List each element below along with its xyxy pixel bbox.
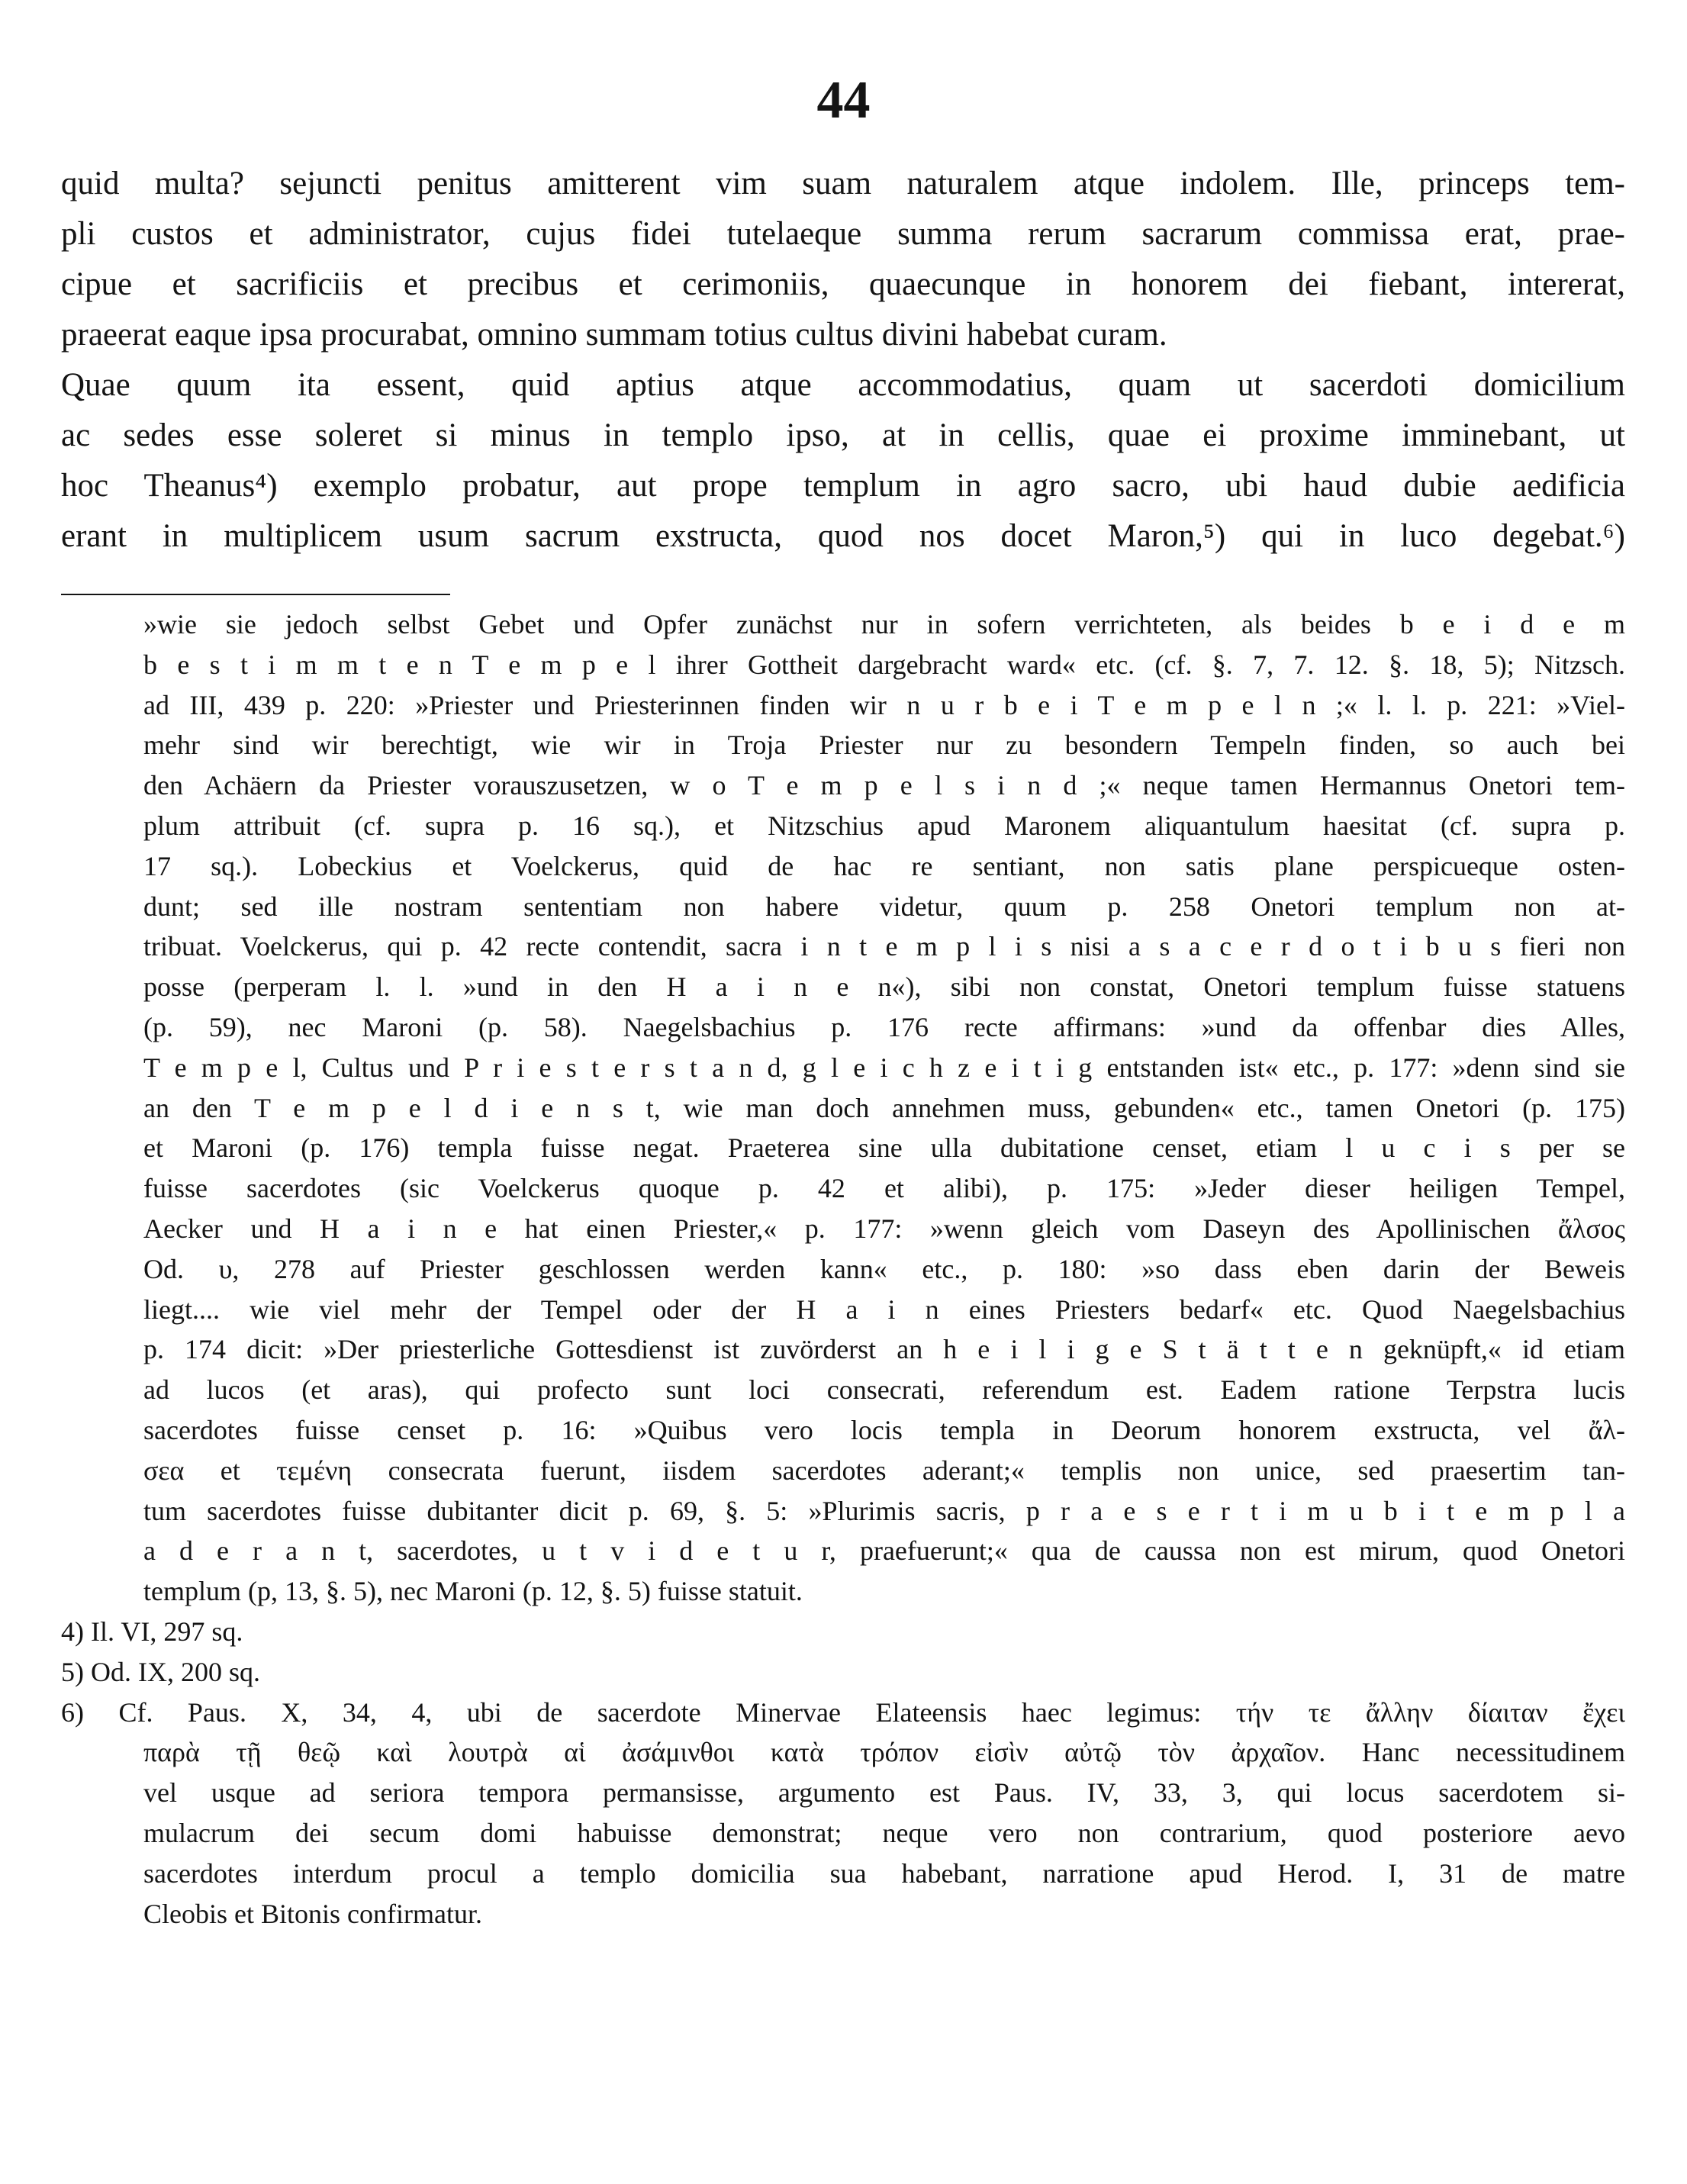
text-line xyxy=(61,310,1625,360)
footnote-line-text: an den T e m p e l d i e n s t, wie man doch annehmen muss, gebunden« etc., tamen Onetori (p. 175) xyxy=(143,1092,1625,1123)
footnote-line xyxy=(61,1290,1625,1330)
footnote-line-text: a d e r a n t, sacerdotes, u t v i d e t u r, praefuerunt;« qua de caussa non est mirum, quod Onetori xyxy=(143,1535,1625,1567)
text-line-text: ac sedes esse soleret si minus in templo ipso, at in cellis, quae ei proxime imminebant, ut xyxy=(61,417,1625,453)
text-line-text: quid multa? sejuncti penitus amitterent vim suam naturalem atque indolem. Ille, princeps tem- xyxy=(61,166,1625,201)
footnote-line xyxy=(61,1531,1625,1571)
footnote-line-text: templum (p, 13, §. 5), nec Maroni (p. 12, §. 5) fuisse statuit. xyxy=(143,1576,803,1607)
footnote-line xyxy=(61,1693,1625,1733)
footnote-line-text: p. 174 dicit: »Der priesterliche Gottesdienst ist zuvörderst an h e i l i g e S t ä t t e n geknüpft,« id etiam xyxy=(143,1334,1625,1365)
footnote-line xyxy=(61,685,1625,726)
footnote-line-text: παρὰ τῇ θεῷ καὶ λουτρὰ αἱ ἀσάμινθοι κατὰ τρόπον εἰσὶν αὐτῷ τὸν ἀρχαῖον. Hanc necessitudinem xyxy=(143,1737,1625,1768)
footnote-line xyxy=(61,1773,1625,1813)
footnote-line-text: mehr sind wir berechtigt, wie wir in Troja Priester nur zu besondern Tempeln finden, so auch bei xyxy=(143,730,1625,761)
footnote-line xyxy=(61,765,1625,806)
footnote-line xyxy=(61,1370,1625,1410)
footnote-line-text: T e m p e l, Cultus und P r i e s t e r s t a n d, g l e i c h z e i t i g entstanden ist« etc., p. 177: »denn sind sie xyxy=(143,1052,1625,1083)
footnote-line xyxy=(61,887,1625,927)
footnote-line-text: tribuat. Voelckerus, qui p. 42 recte contendit, sacra i n t e m p l i s nisi a s a c e r d o t i b u s fieri non xyxy=(143,931,1625,962)
text-line-text: erant in multiplicem usum sacrum exstructa, quod nos docet Maron,⁵) qui in luco degebat.⁶) xyxy=(61,518,1625,554)
footnote-line xyxy=(61,1732,1625,1773)
footnote-number: 4) xyxy=(61,1615,84,1647)
footnote-line xyxy=(61,725,1625,765)
footnote-line xyxy=(61,1813,1625,1854)
text-line-text: hoc Theanus⁴) exemplo probatur, aut prope templum in agro sacro, ubi haud dubie aedificia xyxy=(61,468,1625,504)
text-line xyxy=(61,259,1625,310)
footnote-line-text: posse (perperam l. l. »und in den H a i n e n«), sibi non constat, Onetori templum fuisse statuens xyxy=(143,971,1625,1003)
footnote-number: 5) xyxy=(61,1656,84,1687)
footnote-line xyxy=(61,1894,1625,1934)
footnote-line xyxy=(61,604,1625,645)
footnote-line-text: Od. IX, 200 sq. xyxy=(91,1656,260,1687)
footnote-line-text: ad lucos (et aras), qui profecto sunt loci consecrati, referendum est. Eadem ratione Terpstra lucis xyxy=(143,1374,1625,1406)
page-number: 44 xyxy=(816,71,871,130)
footnote-line xyxy=(61,1451,1625,1491)
text-line-text: praeerat eaque ipsa procurabat, omnino summam totius cultus divini habebat curam. xyxy=(61,317,1167,353)
footnote-line-text: liegt.... wie viel mehr der Tempel oder der H a i n eines Priesters bedarf« etc. Quod Naegelsbachius xyxy=(143,1293,1625,1325)
footnote-rule xyxy=(61,594,450,595)
footnote-line-text: »wie sie jedoch selbst Gebet und Opfer zunächst nur in sofern verrichteten, als beides b e i d e m xyxy=(143,609,1625,639)
footnote-line-text: σεα et τεμένη consecrata fuerunt, iisdem sacerdotes aderant;« templis non unice, sed praesertim tan- xyxy=(143,1454,1625,1486)
footnote-line xyxy=(61,1612,1625,1652)
footnote-line-text: Cleobis et Bitonis confirmatur. xyxy=(143,1898,482,1929)
footnote-line-text: et Maroni (p. 176) templa fuisse negat. Praeterea sine ulla dubitatione censet, etiam l u c i s per se xyxy=(143,1132,1625,1164)
footnote-line xyxy=(61,967,1625,1007)
footnote-line-text: dunt; sed ille nostram sententiam non habere videtur, quum p. 258 Onetori templum non at- xyxy=(143,891,1625,922)
footnote-line xyxy=(61,846,1625,887)
footnote-line-text: b e s t i m m t e n T e m p e l ihrer Gottheit dargebracht ward« etc. (cf. §. 7, 7. 12. §. 18, 5); Nitzsch. xyxy=(143,649,1625,680)
text-line-text: pli custos et administrator, cujus fidei tutelaeque summa rerum sacrarum commissa erat, prae- xyxy=(61,216,1625,252)
text-line xyxy=(61,461,1625,511)
footnote-line xyxy=(61,1088,1625,1129)
footnote-line-text: sacerdotes fuisse censet p. 16: »Quibus vero locis templa in Deorum honorem exstructa, vel ἄλ- xyxy=(143,1414,1625,1445)
footnote-line-text: 17 sq.). Lobeckius et Voelckerus, quid de hac re sentiant, non satis plane perspicueque osten- xyxy=(143,850,1625,881)
footnote-line xyxy=(61,1652,1625,1693)
text-line xyxy=(61,159,1625,209)
footnote-number: 6) xyxy=(61,1696,84,1728)
text-line xyxy=(61,360,1625,411)
text-line xyxy=(61,511,1625,562)
footnote-line xyxy=(61,1048,1625,1088)
footnote-line xyxy=(61,1571,1625,1612)
footnote-line xyxy=(61,926,1625,967)
footnote-line xyxy=(61,806,1625,846)
footnote-line-text: tum sacerdotes fuisse dubitanter dicit p. 69, §. 5: »Plurimis sacris, p r a e s e r t i m u b i t e m p l a xyxy=(143,1495,1625,1526)
text-line-text: Quae quum ita essent, quid aptius atque accommodatius, quam ut sacerdoti domicilium xyxy=(61,367,1625,403)
footnote-line-text: Aecker und H a i n e hat einen Priester,« p. 177: »wenn gleich vom Daseyn des Apollinischen ἄλσος xyxy=(143,1213,1625,1244)
footnote-line-text: fuisse sacerdotes (sic Voelckerus quoque p. 42 et alibi), p. 175: »Jeder dieser heiligen Tempel, xyxy=(143,1173,1625,1204)
footnote-line xyxy=(61,1329,1625,1370)
footnote-line xyxy=(61,1249,1625,1290)
main-text xyxy=(61,159,1625,562)
footnote-line xyxy=(61,1491,1625,1532)
footnote-line xyxy=(61,1854,1625,1894)
text-line-text: cipue et sacrificiis et precibus et cerimoniis, quaecunque in honorem dei fiebant, intererat, xyxy=(61,266,1625,302)
footnote-line-text: Il. VI, 297 sq. xyxy=(91,1615,243,1647)
footnote-line xyxy=(61,1007,1625,1048)
footnote-line xyxy=(61,1410,1625,1451)
footnote-line-text: mulacrum dei secum domi habuisse demonstrat; neque vero non contrarium, quod posteriore aevo xyxy=(143,1817,1625,1848)
footnote-line-text: (p. 59), nec Maroni (p. 58). Naegelsbachius p. 176 recte affirmans: »und da offenbar dies Alles, xyxy=(143,1011,1625,1042)
footnote-line xyxy=(61,1128,1625,1168)
footnote-line xyxy=(61,1209,1625,1249)
footnote-line-text: Od. υ, 278 auf Priester geschlossen werden kann« etc., p. 180: »so dass eben darin der Beweis xyxy=(143,1253,1625,1284)
text-line xyxy=(61,209,1625,259)
footnote-line xyxy=(61,1168,1625,1209)
footnote-line-text: vel usque ad seriora tempora permansisse, argumento est Paus. IV, 33, 3, qui locus sacerdotem si- xyxy=(143,1777,1625,1809)
footnote-line-text: plum attribuit (cf. supra p. 16 sq.), et Nitzschius apud Maronem aliquantulum haesitat (cf. supra p. xyxy=(143,810,1625,841)
footnote-line-text: Cf. Paus. X, 34, 4, ubi de sacerdote Minervae Elateensis haec legimus: τήν τε ἄλλην δίαιταν ἔχει xyxy=(118,1696,1625,1728)
footnotes xyxy=(61,604,1625,1934)
footnote-line xyxy=(61,645,1625,685)
footnote-line-text: sacerdotes interdum procul a templo domicilia sua habebant, narratione apud Herod. I, 31 de matre xyxy=(143,1857,1625,1889)
footnote-line-text: ad III, 439 p. 220: »Priester und Priesterinnen finden wir n u r b e i T e m p e l n ;« l. l. p. 221: »Viel- xyxy=(143,689,1625,720)
footnote-line-text: den Achäern da Priester vorauszusetzen, w o T e m p e l s i n d ;« neque tamen Hermannus Onetori tem- xyxy=(143,770,1625,801)
text-line xyxy=(61,411,1625,461)
